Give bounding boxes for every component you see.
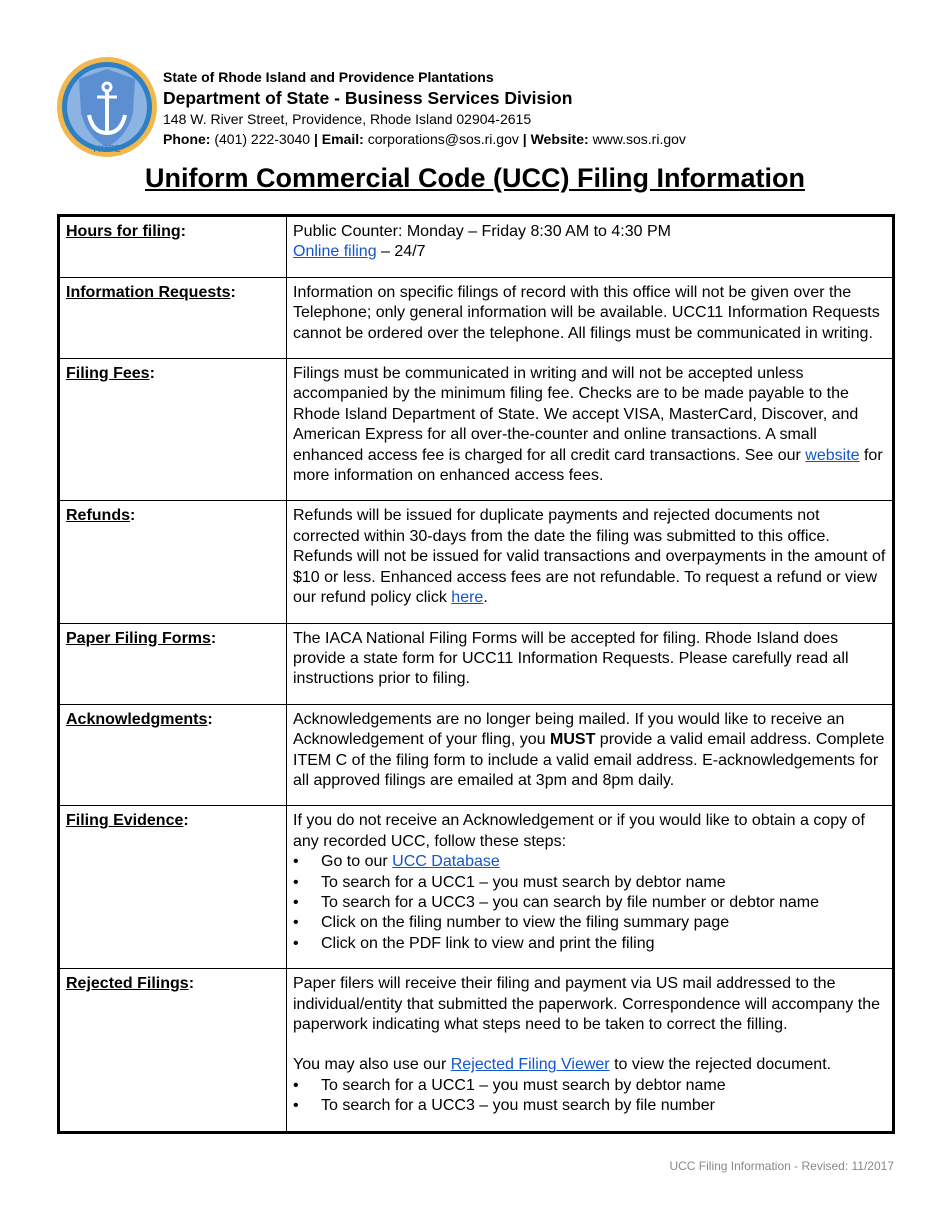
list-item: • Go to our UCC Database xyxy=(293,852,886,872)
row-content: Filings must be communicated in writing and will not be accepted unless accompanied by the minimum filing fee. Checks are to be made payable to the Rhode Island Department of State. We accept VISA, MasterCard, Discover, and American Express for all over-the-counter and online transactions. A small enhanced access fee is charged for all credit card transactions. See our website for more information on enhanced access fees. xyxy=(287,359,894,501)
list-item: • Click on the PDF link to view and print the filing xyxy=(293,934,886,954)
department-name: Department of State - Business Services Division xyxy=(163,88,573,108)
letterhead xyxy=(55,55,895,160)
svg-text:HOPE: HOPE xyxy=(93,144,121,155)
row-label: Rejected Filings: xyxy=(59,969,287,1132)
website-label: Website: xyxy=(530,131,589,147)
row-content xyxy=(287,216,894,278)
row-label: Information Requests: xyxy=(59,277,287,358)
table-row-hours xyxy=(59,216,894,278)
table-row-filing-fees xyxy=(59,359,894,501)
phone-label: Phone: xyxy=(163,131,211,147)
website-value: www.sos.ri.gov xyxy=(592,131,686,147)
row-label: Refunds: xyxy=(59,501,287,623)
row-content: Acknowledgements are no longer being mailed. If you would like to receive an Acknowledgement of your fling, you MUST provide a valid email address. Complete ITEM C of the filing form to include a valid email address. E-acknowledgements for all approved filings are emailed at 3pm and 8pm daily. xyxy=(287,704,894,806)
row-label: Filing Evidence: xyxy=(59,806,287,969)
table-row-rejected-filings xyxy=(59,969,894,1132)
table-row-acknowledgments xyxy=(59,704,894,806)
row-content xyxy=(287,969,894,1132)
list-item: • To search for a UCC1 – you must search by debtor name xyxy=(293,1076,886,1096)
list-item: • To search for a UCC3 – you can search by file number or debtor name xyxy=(293,893,886,913)
email-label: Email: xyxy=(321,131,364,147)
rejected-viewer-line: You may also use our Rejected Filing Viewer to view the rejected document. xyxy=(293,1056,832,1074)
row-label: Paper Filing Forms: xyxy=(59,623,287,704)
revision-footer: UCC Filing Information - Revised: 11/2017 xyxy=(669,1159,894,1173)
website-link[interactable]: website xyxy=(805,446,860,464)
online-filing-link[interactable]: Online filing xyxy=(293,243,377,261)
table-row-information-requests xyxy=(59,277,894,358)
row-content xyxy=(287,806,894,969)
evidence-intro: If you do not receive an Acknowledgement or if you would like to obtain a copy of any recorded UCC, follow these steps: xyxy=(293,812,865,850)
row-content: Information on specific filings of record with this office will not be given over the Telephone; only general information will be available. UCC11 Information Requests cannot be ordered over the telephone. All filings must be communicated in writing. xyxy=(287,277,894,358)
rejected-text: Paper filers will receive their filing and payment via US mail addressed to the individual/entity that submitted the paperwork. Correspondence will accompany the paperwork indicating what steps need to be taken to correct the filling. xyxy=(293,975,880,1033)
separator: | xyxy=(522,131,527,147)
state-seal-anchor-icon xyxy=(55,55,159,159)
state-name: State of Rhode Island and Providence Plantations xyxy=(163,69,494,85)
page-title: Uniform Commercial Code (UCC) Filing Information xyxy=(144,163,805,193)
table-row-paper-filing-forms xyxy=(59,623,894,704)
row-label: Acknowledgments: xyxy=(59,704,287,806)
row-label: Hours for filing: xyxy=(59,216,287,278)
list-item: • To search for a UCC3 – you must search by file number xyxy=(293,1096,886,1116)
ucc-info-table xyxy=(57,214,895,1134)
row-content: Refunds will be issued for duplicate payments and rejected documents not corrected within 30-days from the date the filing was submitted to this office. Refunds will not be issued for valid transactions and overpayments in the amount of $10 or less. Enhanced access fees are not refundable. To request a refund or view our refund policy click here. xyxy=(287,501,894,623)
address: 148 W. River Street, Providence, Rhode Island 02904-2615 xyxy=(163,111,532,127)
ucc-database-link[interactable]: UCC Database xyxy=(392,853,500,871)
letterhead-text xyxy=(163,67,686,149)
refund-policy-link[interactable]: here xyxy=(451,589,484,607)
row-content: The IACA National Filing Forms will be accepted for filing. Rhode Island does provide a state form for UCC11 Information Requests. Please carefully read all instructions prior to filing. xyxy=(287,623,894,704)
hours-public-counter: Public Counter: Monday – Friday 8:30 AM to 4:30 PM xyxy=(293,223,671,240)
list-item: • To search for a UCC1 – you must search by debtor name xyxy=(293,873,886,893)
table-row-refunds xyxy=(59,501,894,623)
rejected-filing-viewer-link[interactable]: Rejected Filing Viewer xyxy=(450,1056,610,1074)
email-value: corporations@sos.ri.gov xyxy=(367,131,519,147)
evidence-steps-list xyxy=(293,852,886,954)
row-label: Filing Fees: xyxy=(59,359,287,501)
phone-value: (401) 222-3040 xyxy=(214,131,311,147)
separator: | xyxy=(313,131,318,147)
online-filing-hours: – 24/7 xyxy=(376,243,426,261)
must-emphasis: MUST xyxy=(550,731,596,749)
contact-line xyxy=(163,129,686,149)
table-row-filing-evidence xyxy=(59,806,894,969)
rejected-steps-list xyxy=(293,1076,886,1117)
list-item: • Click on the filing number to view the filing summary page xyxy=(293,913,886,933)
